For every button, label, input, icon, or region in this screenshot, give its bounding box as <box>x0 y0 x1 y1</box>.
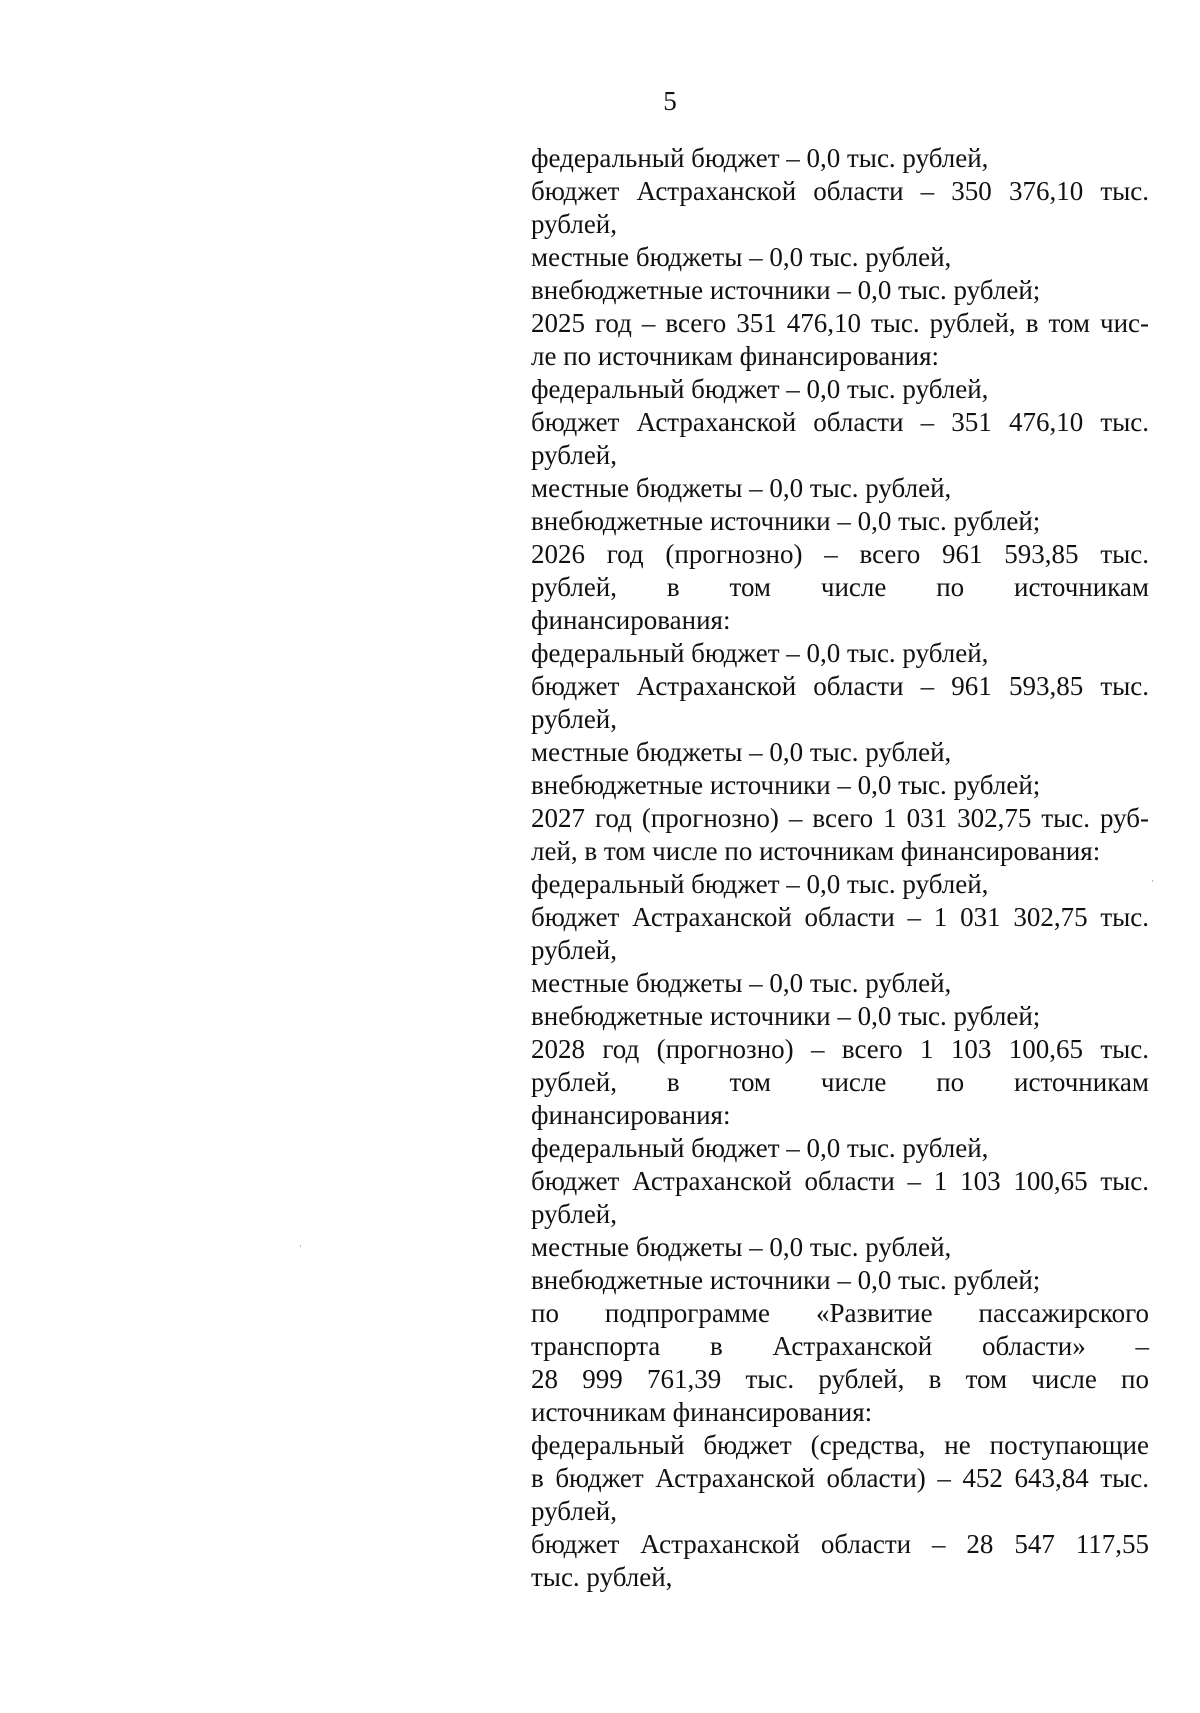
document-line: федеральный бюджет – 0,0 тыс. рублей, <box>531 374 989 404</box>
document-line: федеральный бюджет – 0,0 тыс. рублей, <box>531 143 989 173</box>
document-line: 2025 год – всего 351 476,10 тыс. рублей, в том чис- <box>531 308 1149 338</box>
document-line: рублей, в том числе по источникам <box>531 1067 1149 1097</box>
document-line: лей, в том числе по источникам финансирования: <box>531 836 1101 866</box>
document-line: бюджет Астраханской области – 1 103 100,65 тыс. <box>531 1166 1149 1196</box>
document-line: внебюджетные источники – 0,0 тыс. рублей; <box>531 770 1041 800</box>
document-line: местные бюджеты – 0,0 тыс. рублей, <box>531 473 952 503</box>
document-line: внебюджетные источники – 0,0 тыс. рублей; <box>531 1001 1041 1031</box>
document-line: 2027 год (прогнозно) – всего 1 031 302,75 тыс. руб- <box>531 803 1149 833</box>
document-line: бюджет Астраханской области – 350 376,10 тыс. <box>531 176 1149 206</box>
document-line: по подпрограмме «Развитие пассажирского <box>531 1298 1149 1328</box>
document-line: источникам финансирования: <box>531 1397 873 1427</box>
scan-speck <box>300 1245 301 1247</box>
document-line: местные бюджеты – 0,0 тыс. рублей, <box>531 242 952 272</box>
document-line: федеральный бюджет – 0,0 тыс. рублей, <box>531 1133 989 1163</box>
document-line: внебюджетные источники – 0,0 тыс. рублей; <box>531 506 1041 536</box>
document-line: федеральный бюджет – 0,0 тыс. рублей, <box>531 869 989 899</box>
document-line: местные бюджеты – 0,0 тыс. рублей, <box>531 737 952 767</box>
document-line: бюджет Астраханской области – 1 031 302,75 тыс. <box>531 902 1149 932</box>
document-line: финансирования: <box>531 605 731 635</box>
document-line: местные бюджеты – 0,0 тыс. рублей, <box>531 968 952 998</box>
document-line: рублей, в том числе по источникам <box>531 572 1149 602</box>
document-line: внебюджетные источники – 0,0 тыс. рублей; <box>531 1265 1041 1295</box>
document-line: федеральный бюджет – 0,0 тыс. рублей, <box>531 638 989 668</box>
document-line: местные бюджеты – 0,0 тыс. рублей, <box>531 1232 952 1262</box>
document-line: бюджет Астраханской области – 351 476,10 тыс. <box>531 407 1149 437</box>
document-line: федеральный бюджет (средства, не поступающие <box>531 1430 1149 1460</box>
page-number: 5 <box>663 86 677 116</box>
document-line: внебюджетные источники – 0,0 тыс. рублей; <box>531 275 1041 305</box>
document-line: 28 999 761,39 тыс. рублей, в том числе по <box>531 1364 1149 1394</box>
document-line: рублей, <box>531 1199 618 1229</box>
document-line: бюджет Астраханской области – 28 547 117,55 <box>531 1529 1149 1559</box>
document-line: ле по источникам финансирования: <box>531 341 940 371</box>
document-body <box>531 142 1149 1594</box>
document-line: в бюджет Астраханской области) – 452 643,84 тыс. <box>531 1463 1149 1493</box>
document-line: 2026 год (прогнозно) – всего 961 593,85 тыс. <box>531 539 1149 569</box>
document-line: тыс. рублей, <box>531 1562 673 1592</box>
document-line: транспорта в Астраханской области» – <box>531 1331 1149 1361</box>
scan-speck <box>1152 880 1153 882</box>
document-line: рублей, <box>531 1496 618 1526</box>
document-line: рублей, <box>531 935 618 965</box>
document-line: рублей, <box>531 440 618 470</box>
document-line: бюджет Астраханской области – 961 593,85 тыс. <box>531 671 1149 701</box>
document-line: финансирования: <box>531 1100 731 1130</box>
document-line: рублей, <box>531 209 618 239</box>
document-line: 2028 год (прогнозно) – всего 1 103 100,65 тыс. <box>531 1034 1149 1064</box>
document-line: рублей, <box>531 704 618 734</box>
